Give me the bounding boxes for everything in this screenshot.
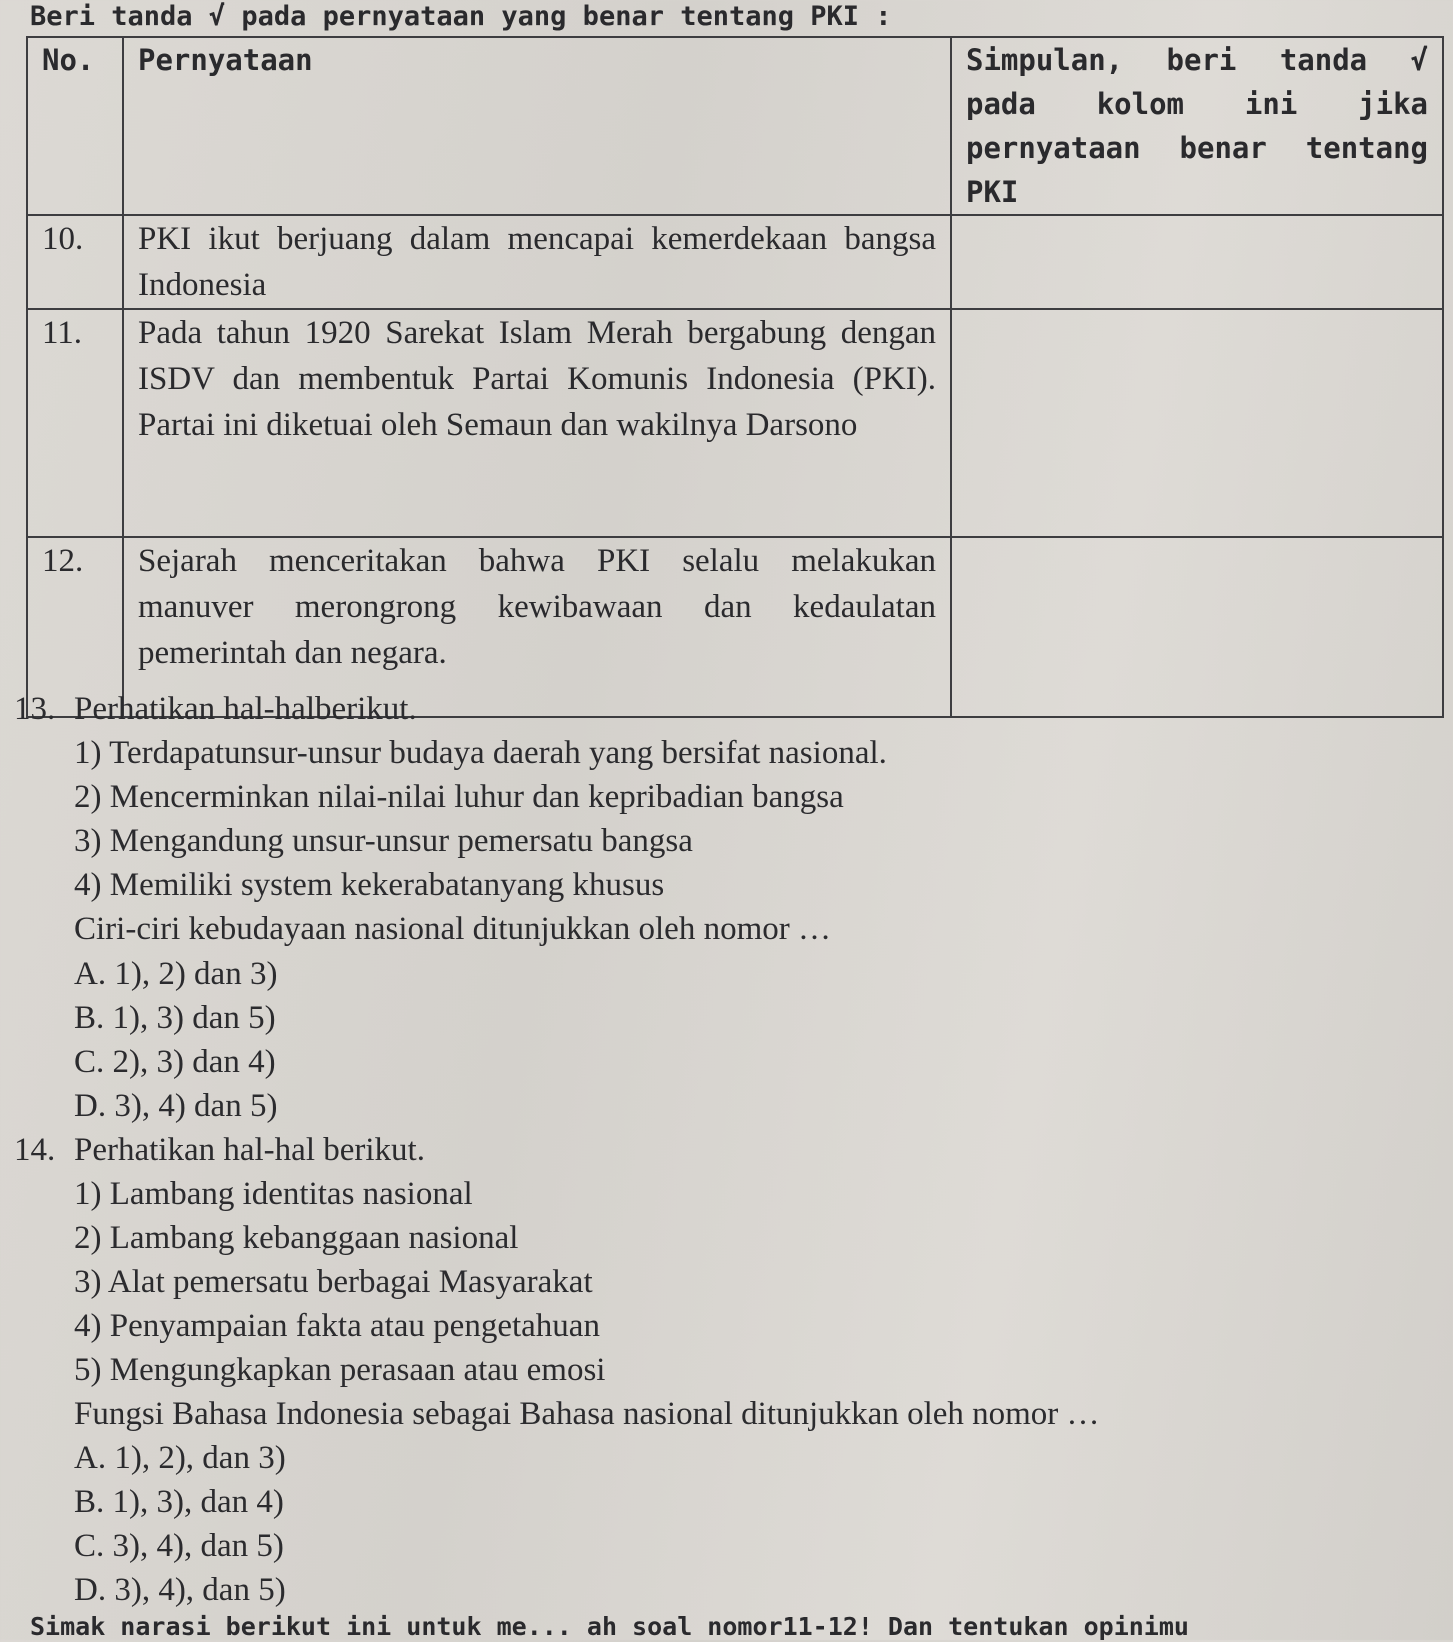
question-13-option-b[interactable]: B. 1), 3) dan 5) [74,1000,276,1036]
table-row [27,309,1443,537]
row-statement: Sejarah menceritakan bahwa PKI selalu melakukan manuver merongrong kewibawaan dan kedaulatan pemerintah dan negara. [123,537,951,717]
question-14-item: 2) Lambang kebanggaan nasional [74,1220,519,1256]
pki-statement-table [26,36,1444,718]
row-statement: Pada tahun 1920 Sarekat Islam Merah bergabung dengan ISDV dan membentuk Partai Komunis Indonesia (PKI). Partai ini diketuai oleh Semaun dan wakilnya Darsono [123,309,951,537]
header-conclusion: Simpulan, beri tanda √ pada kolom ini jika pernyataan benar tentang PKI [951,37,1443,215]
question-14-option-b[interactable]: B. 1), 3), dan 4) [74,1484,284,1520]
question-14-intro: Perhatikan hal-hal berikut. [74,1132,425,1168]
question-13-item: 1) Terdapatunsur-unsur budaya daerah yang bersifat nasional. [74,735,887,771]
question-13-number: 13. [14,691,56,727]
question-14-item: 5) Mengungkapkan perasaan atau emosi [74,1352,606,1388]
table-header-row [27,37,1443,215]
row-number: 10. [27,215,123,309]
question-14-item: 1) Lambang identitas nasional [74,1176,473,1212]
row-conclusion-cell[interactable] [951,537,1443,717]
question-13-item: 3) Mengandung unsur-unsur pemersatu bangsa [74,823,693,859]
question-13-item: 4) Memiliki system kekerabatanyang khusus [74,867,665,903]
question-13-option-a[interactable]: A. 1), 2) dan 3) [74,956,278,992]
question-13-item: 2) Mencerminkan nilai-nilai luhur dan kepribadian bangsa [74,779,844,815]
question-14-prompt: Fungsi Bahasa Indonesia sebagai Bahasa nasional ditunjukkan oleh nomor … [74,1396,1100,1432]
question-14-number: 14. [14,1132,56,1168]
question-14-option-c[interactable]: C. 3), 4), dan 5) [74,1528,284,1564]
row-number: 11. [27,309,123,537]
question-14-item: 3) Alat pemersatu berbagai Masyarakat [74,1264,593,1300]
question-13-option-d[interactable]: D. 3), 4) dan 5) [74,1088,278,1124]
question-13-prompt: Ciri-ciri kebudayaan nasional ditunjukkan oleh nomor … [74,911,831,947]
question-13-option-c[interactable]: C. 2), 3) dan 4) [74,1044,276,1080]
header-statement: Pernyataan [123,37,951,215]
question-14-item: 4) Penyampaian fakta atau pengetahuan [74,1308,600,1344]
question-14-option-d[interactable]: D. 3), 4), dan 5) [74,1572,286,1608]
table-row [27,215,1443,309]
instruction-title: Beri tanda √ pada pernyataan yang benar tentang PKI : [30,1,892,32]
row-conclusion-cell[interactable] [951,309,1443,537]
row-statement: PKI ikut berjuang dalam mencapai kemerdekaan bangsa Indonesia [123,215,951,309]
question-13-intro: Perhatikan hal-halberikut. [74,691,417,727]
question-14-option-a[interactable]: A. 1), 2), dan 3) [74,1440,286,1476]
row-number: 12. [27,537,123,717]
header-no: No. [27,37,123,215]
row-conclusion-cell[interactable] [951,215,1443,309]
footer-instruction: Simak narasi berikut ini untuk me... ah soal nomor11-12! Dan tentukan opinimu [30,1612,1189,1641]
